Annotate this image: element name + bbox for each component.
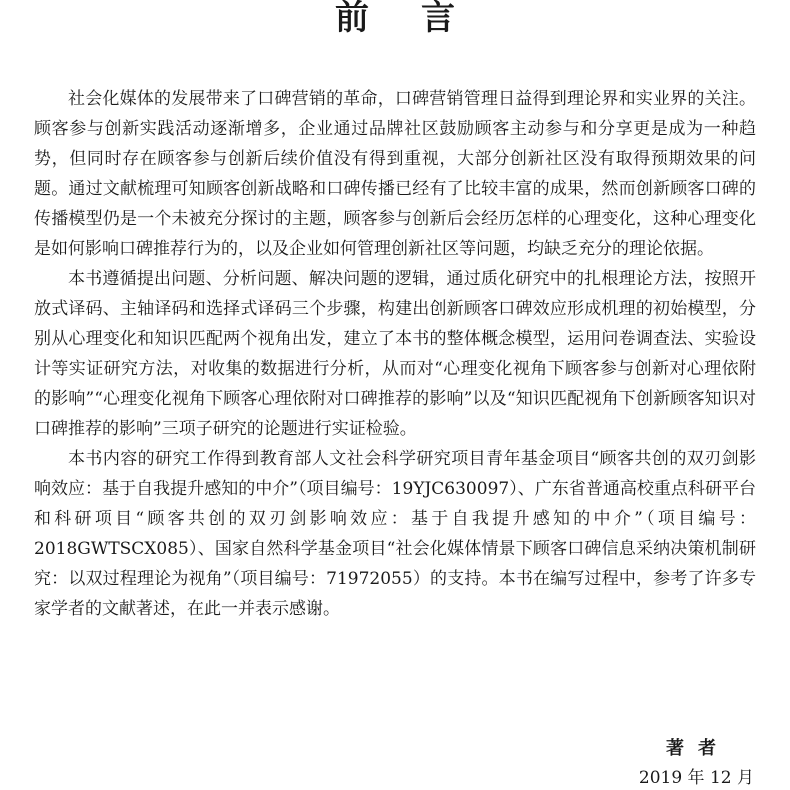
paragraph: 本书遵循提出问题、分析问题、解决问题的逻辑，通过质化研究中的扎根理论方法，按照开放式译码、主轴译码和选择式译码三个步骤，构建出创新顾客口碑效应形成机理的初始模型，分别从心理变化和知识匹配两个视角出发，建立了本书的整体概念模型，运用问卷调查法、实验设计等实证研究方法，对收集的数据进行分析，从而对“心理变化视角下顾客参与创新对心理依附的影响”“心理变化视角下顾客心理依附对口碑推荐的影响”以及“知识匹配视角下创新顾客知识对口碑推荐的影响”三项子研究的论题进行实证检验。: [34, 269, 756, 439]
paragraph: 本书内容的研究工作得到教育部人文社会科学研究项目青年基金项目“顾客共创的双刃剑影响效应：基于自我提升感知的中介”（项目编号：19YJC630097）、广东省普通高校重点科研平台和科研项目“顾客共创的双刃剑影响效应：基于自我提升感知的中介”（项目编号：2018GWTSCX085）、国家自然科学基金项目“社会化媒体情景下顾客口碑信息采纳决策机制研究：以双过程理论为视角”（项目编号：71972055）的支持。本书在编写过程中，参考了许多专家学者的文献著述，在此一并表示感谢。: [34, 449, 756, 619]
author-signature: 著者: [666, 738, 730, 759]
preface-date: 2019 年 12 月: [638, 768, 754, 788]
preface-body: [34, 84, 756, 624]
paragraph: 社会化媒体的发展带来了口碑营销的革命，口碑营销管理日益得到理论界和实业界的关注。顾客参与创新实践活动逐渐增多，企业通过品牌社区鼓励顾客主动参与和分享更是成为一种趋势，但同时存在顾客参与创新后续价值没有得到重视，大部分创新社区没有取得预期效果的问题。通过文献梳理可知顾客创新战略和口碑传播已经有了比较丰富的成果，然而创新顾客口碑的传播模型仍是一个未被充分探讨的主题，顾客参与创新后会经历怎样的心理变化，这种心理变化是如何影响口碑推荐行为的，以及企业如何管理创新社区等问题，均缺乏充分的理论依据。: [34, 89, 756, 259]
page-title: 前言: [335, 0, 507, 38]
